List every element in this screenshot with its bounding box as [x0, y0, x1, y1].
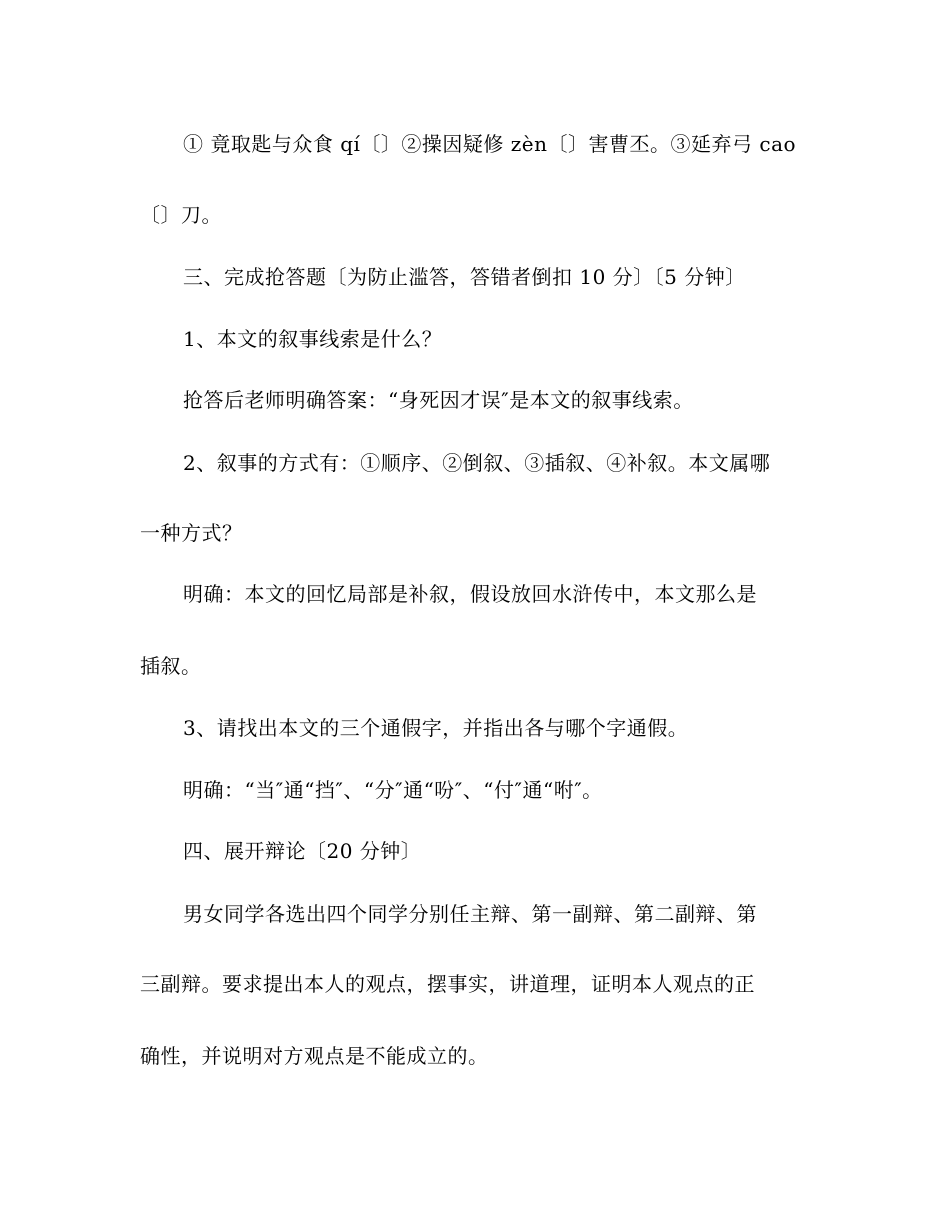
answer-2: 明确：本文的回忆局部是补叙，假设放回水浒传中，本文那么是 [183, 582, 757, 606]
answer-2-cont: 插叙。 [140, 654, 202, 678]
paragraph-line-phonetic-exercise-cont: 〔〕刀。 [140, 203, 222, 227]
debate-paragraph-line-2: 三副辩。要求提出本人的观点，摆事实，讲道理，证明本人观点的正 [140, 972, 755, 996]
paragraph-line-phonetic-exercise: ① 竟取匙与众食 qí〔〕②操因疑修 zèn〔〕害曹丕。③延弃弓 cao [183, 132, 797, 156]
debate-paragraph-line-1: 男女同学各选出四个同学分别任主辩、第一副辩、第二副辩、第 [183, 902, 757, 926]
question-3: 3、请找出本文的三个通假字，并指出各与哪个字通假。 [183, 716, 689, 740]
question-2-cont: 一种方式？ [140, 521, 243, 545]
question-2: 2、叙事的方式有：①顺序、②倒叙、③插叙、④补叙。本文属哪 [183, 451, 771, 475]
section-heading-quick-answer: 三、完成抢答题〔为防止滥答，答错者倒扣 10 分〕〔5 分钟〕 [183, 265, 746, 289]
section-heading-debate: 四、展开辩论〔20 分钟〕 [183, 839, 422, 863]
question-1: 1、本文的叙事线索是什么？ [183, 327, 443, 351]
answer-1: 抢答后老师明确答案：“身死因才误″是本文的叙事线索。 [183, 388, 694, 412]
answer-3: 明确：“当″通“挡″、“分″通“吩″、“付″通“咐″。 [183, 778, 603, 802]
debate-paragraph-line-3: 确性，并说明对方观点是不能成立的。 [140, 1044, 489, 1068]
